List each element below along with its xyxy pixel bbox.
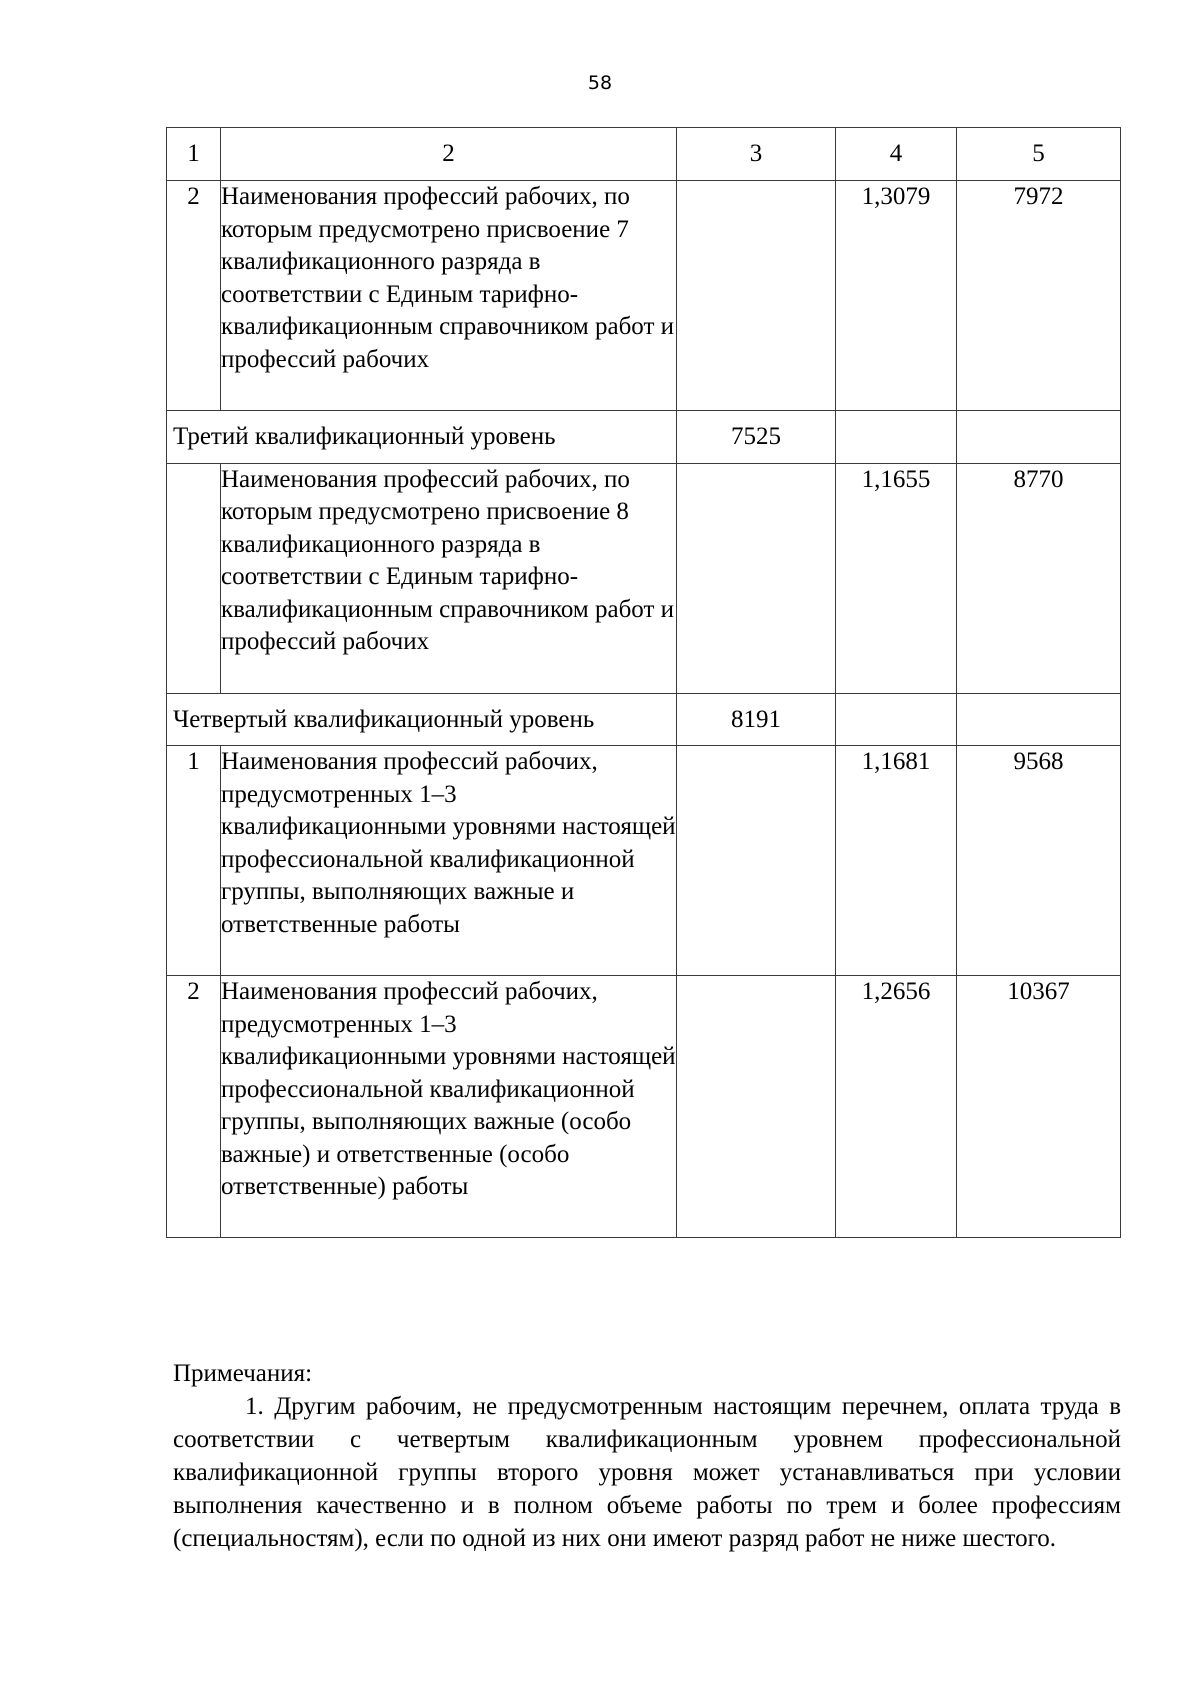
amount-cell: 7972 [957, 181, 1121, 411]
amount-cell [957, 411, 1121, 464]
amount-cell: 8770 [957, 463, 1121, 693]
header-cell-1: 1 [167, 128, 221, 181]
table-row [167, 746, 1121, 976]
header-cell-5: 5 [957, 128, 1121, 181]
row-number: 1 [167, 746, 221, 976]
base-salary-cell [677, 181, 836, 411]
coefficient-cell: 1,1655 [836, 463, 957, 693]
table-row [167, 181, 1121, 411]
level-title: Третий квалификационный уровень [167, 411, 677, 464]
coefficient-cell: 1,2656 [836, 976, 957, 1238]
notes-title: Примечания: [173, 1360, 313, 1387]
coefficient-cell [836, 411, 957, 464]
page-number: 58 [587, 72, 613, 94]
base-salary-cell [677, 463, 836, 693]
base-salary-cell [677, 976, 836, 1238]
profession-description: Наименования профессий рабочих, предусмотренных 1–3 квалификационными уровнями настоящей профессиональной квалификационной группы, выполняющих важные и ответственные работы [221, 746, 677, 976]
header-cell-3: 3 [677, 128, 836, 181]
amount-cell [957, 693, 1121, 746]
table-header-row [167, 128, 1121, 181]
row-number [167, 463, 221, 693]
profession-description: Наименования профессий рабочих, по которым предусмотрено присвоение 8 квалификационного разряда в соответствии с Единым тарифно-квалификационным справочником работ и профессий рабочих [221, 463, 677, 693]
level-base-salary: 7525 [677, 411, 836, 464]
profession-description: Наименования профессий рабочих, по которым предусмотрено присвоение 7 квалификационного разряда в соответствии с Единым тарифно-квалификационным справочником работ и профессий рабочих [221, 181, 677, 411]
table-row [167, 976, 1121, 1238]
header-cell-2: 2 [221, 128, 677, 181]
header-cell-4: 4 [836, 128, 957, 181]
salary-table [166, 127, 1121, 1238]
row-number: 2 [167, 181, 221, 411]
level-title: Четвертый квалификационный уровень [167, 693, 677, 746]
amount-cell: 9568 [957, 746, 1121, 976]
level-base-salary: 8191 [677, 693, 836, 746]
level-row-third [167, 411, 1121, 464]
coefficient-cell [836, 693, 957, 746]
notes-section [173, 1357, 1121, 1555]
coefficient-cell: 1,3079 [836, 181, 957, 411]
amount-cell: 10367 [957, 976, 1121, 1238]
note-item-1: 1. Другим рабочим, не предусмотренным настоящим перечнем, оплата труда в соответствии с четвертым квалификационным уровнем профессиональной квалификационной группы второго уровня может устанавливаться при условии выполнения качественно и в полном объеме работы по трем и более профессиям (специальностям), если по одной из них они имеют разряд работ не ниже шестого. [173, 1393, 1121, 1552]
level-row-fourth [167, 693, 1121, 746]
coefficient-cell: 1,1681 [836, 746, 957, 976]
row-number: 2 [167, 976, 221, 1238]
base-salary-cell [677, 746, 836, 976]
table-row [167, 463, 1121, 693]
profession-description: Наименования профессий рабочих, предусмотренных 1–3 квалификационными уровнями настоящей профессиональной квалификационной группы, выполняющих важные (особо важные) и ответственные (особо ответственные) работы [221, 976, 677, 1238]
